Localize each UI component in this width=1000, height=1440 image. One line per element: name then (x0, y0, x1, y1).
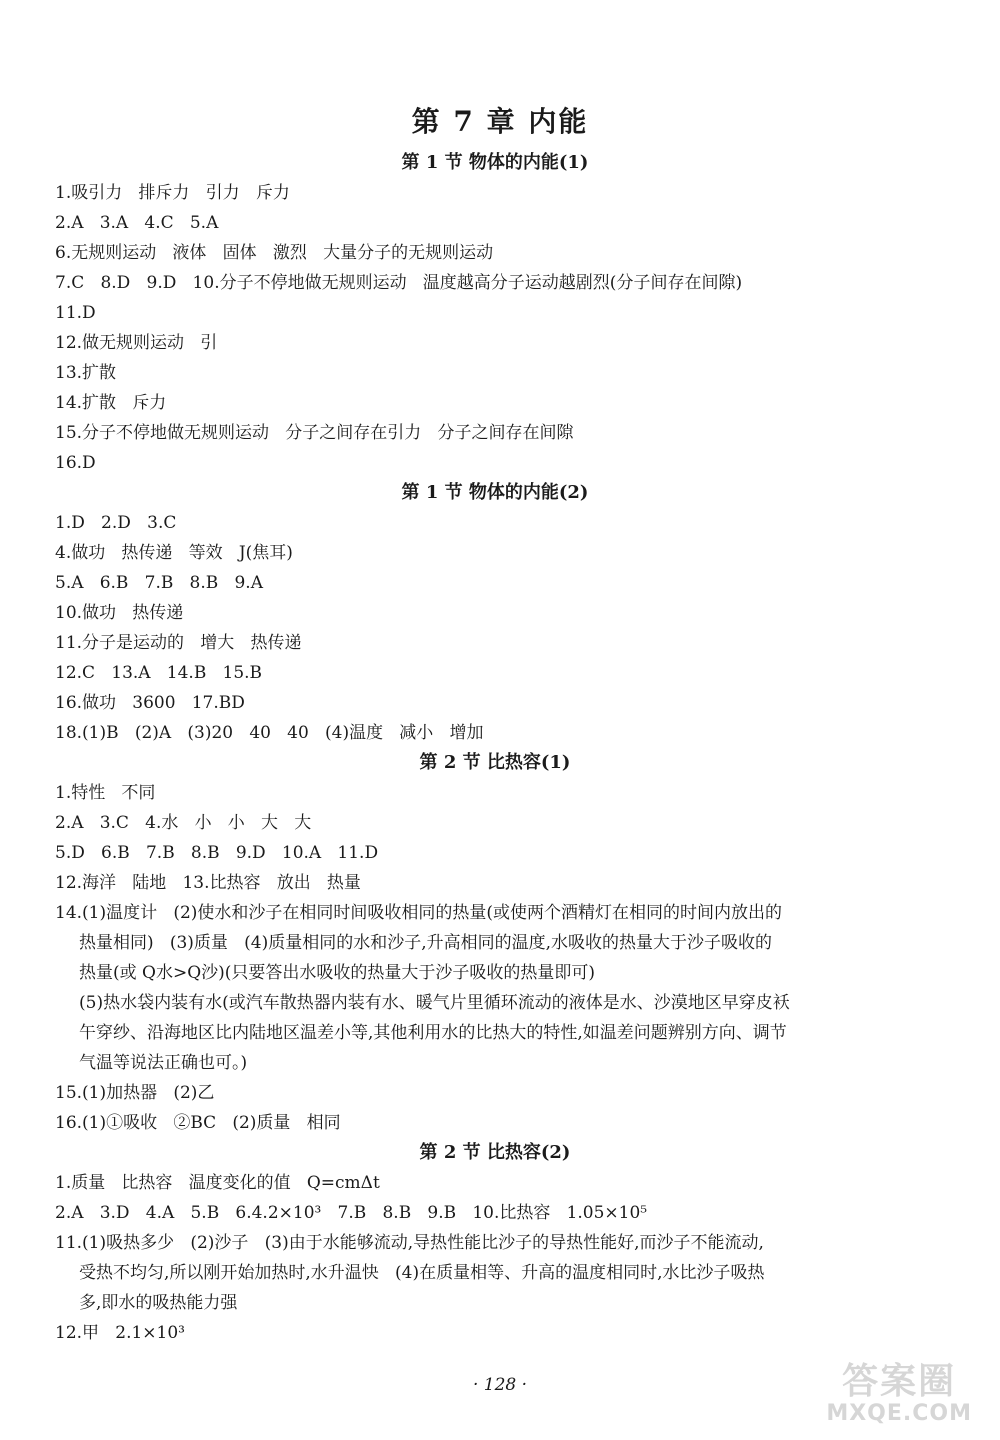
answer-line: 16.做功 3600 17.BD (55, 693, 245, 713)
section-heading: 第 1 节 物体的内能(2) (401, 482, 589, 503)
answer-line: 1.吸引力 排斥力 引力 斥力 (55, 183, 290, 203)
answer-line-continued: 热量(或 Q水>Q沙)(只要答出水吸收的热量大于沙子吸收的热量即可) (79, 963, 596, 983)
answer-line: 2.A 3.A 4.C 5.A (55, 213, 219, 233)
section-heading: 第 2 节 比热容(1) (419, 752, 571, 773)
answer-line: 11.分子是运动的 增大 热传递 (55, 633, 302, 653)
answer-content (55, 148, 935, 1348)
answer-line: 1.质量 比热容 温度变化的值 Q=cmΔt (55, 1173, 380, 1193)
answer-line: 16.D (55, 453, 96, 473)
watermark-logo (826, 1362, 972, 1426)
answer-line: 11.(1)吸热多少 (2)沙子 (3)由于水能够流动,导热性能比沙子的导热性能好,而沙子不能流动, (55, 1233, 764, 1253)
answer-line-continued: 午穿纱、沿海地区比内陆地区温差小等,其他利用水的比热大的特性,如温差问题辨别方向、调节 (79, 1023, 787, 1043)
answer-line: 2.A 3.C 4.水 小 小 大 大 (55, 813, 312, 833)
chapter-title: 第 7 章 内能 (411, 105, 589, 138)
answer-line: 10.做功 热传递 (55, 603, 184, 623)
watermark-url: MXQE.COM (826, 1400, 972, 1426)
answer-line: 7.C 8.D 9.D 10.分子不停地做无规则运动 温度越高分子运动越剧烈(分子间存在间隙) (55, 273, 743, 293)
answer-line: 13.扩散 (55, 363, 117, 383)
section-4 (55, 1138, 935, 1348)
answer-line-continued: 多,即水的吸热能力强 (79, 1293, 238, 1313)
answer-line-continued: (5)热水袋内装有水(或汽车散热器内装有水、暖气片里循环流动的液体是水、沙漠地区早穿皮袄 (79, 993, 790, 1013)
answer-line: 1.特性 不同 (55, 783, 156, 803)
answer-line-continued: 热量相同) (3)质量 (4)质量相同的水和沙子,升高相同的温度,水吸收的热量大于沙子吸收的 (79, 933, 773, 953)
answer-line: 5.D 6.B 7.B 8.B 9.D 10.A 11.D (55, 843, 379, 863)
answer-line: 6.无规则运动 液体 固体 激烈 大量分子的无规则运动 (55, 243, 494, 263)
section-1 (55, 148, 935, 478)
section-3 (55, 748, 935, 1138)
answer-line: 12.做无规则运动 引 (55, 333, 218, 353)
answer-line: 15.分子不停地做无规则运动 分子之间存在引力 分子之间存在间隙 (55, 423, 574, 443)
answer-line: 12.C 13.A 14.B 15.B (55, 663, 263, 683)
section-2 (55, 478, 935, 748)
answer-line: 4.做功 热传递 等效 J(焦耳) (55, 543, 293, 563)
answer-line: 11.D (55, 303, 96, 323)
answer-line: 14.(1)温度计 (2)使水和沙子在相同时间吸收相同的热量(或使两个酒精灯在相同的时间内放出的 (55, 903, 783, 923)
watermark-text: 答案圈 (842, 1361, 957, 1403)
answer-line: 12.甲 2.1×10³ (55, 1323, 185, 1343)
answer-line: 14.扩散 斥力 (55, 393, 167, 413)
answer-line-continued: 受热不均匀,所以刚开始加热时,水升温快 (4)在质量相等、升高的温度相同时,水比沙子吸热 (79, 1263, 765, 1283)
answer-line: 12.海洋 陆地 13.比热容 放出 热量 (55, 873, 361, 893)
answer-line: 2.A 3.D 4.A 5.B 6.4.2×10³ 7.B 8.B 9.B 10.比热容 1.05×10⁵ (55, 1203, 648, 1223)
answer-line-continued: 气温等说法正确也可。) (79, 1053, 248, 1073)
answer-line: 5.A 6.B 7.B 8.B 9.A (55, 573, 263, 593)
answer-line: 16.(1)①吸收 ②BC (2)质量 相同 (55, 1113, 341, 1133)
section-heading: 第 1 节 物体的内能(1) (401, 152, 589, 173)
page-number: · 128 · (472, 1375, 528, 1395)
answer-line: 15.(1)加热器 (2)乙 (55, 1083, 215, 1103)
section-heading: 第 2 节 比热容(2) (419, 1142, 571, 1163)
answer-line: 18.(1)B (2)A (3)20 40 40 (4)温度 减小 增加 (55, 723, 484, 743)
answer-line: 1.D 2.D 3.C (55, 513, 177, 533)
